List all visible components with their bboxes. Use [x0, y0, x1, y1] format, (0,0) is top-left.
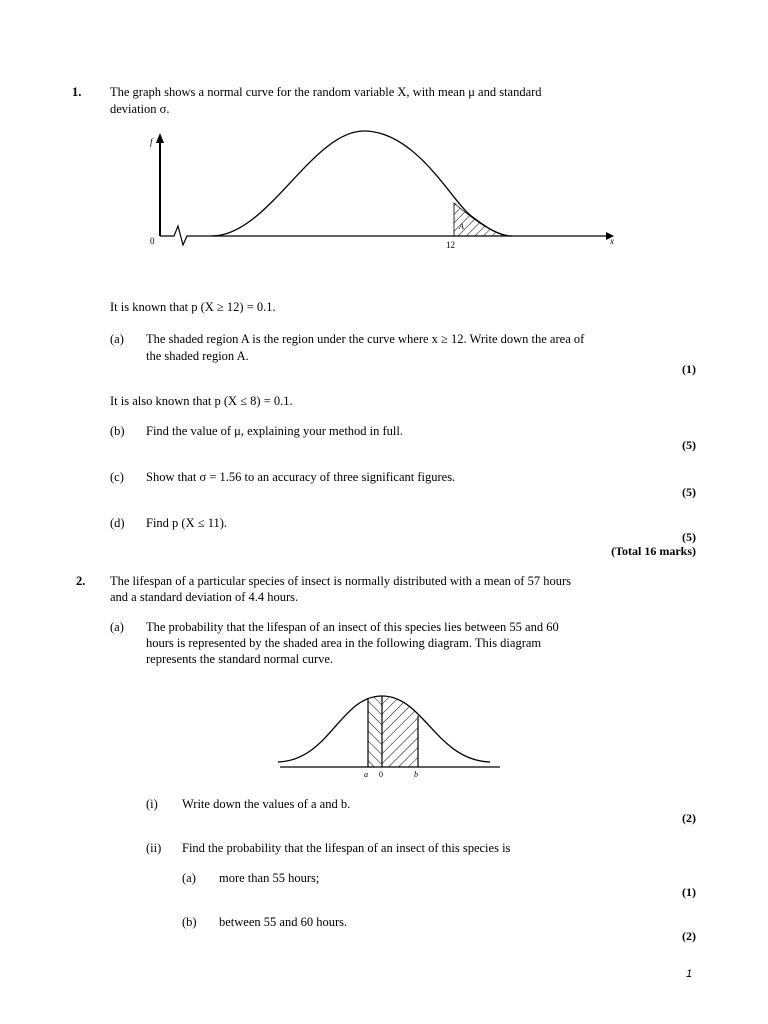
q2-part-ii-a-text: more than 55 hours; [219, 871, 320, 885]
q1-part-a-label: (a) [110, 332, 124, 346]
question-2-intro-line-2: and a standard deviation of 4.4 hours. [110, 590, 299, 604]
shaded-area-a-to-zero [368, 697, 382, 767]
label-zero: 0 [379, 770, 383, 779]
q1-part-b-marks: (5) [682, 438, 696, 452]
q1-part-a-line-1: The shaded region A is the region under the curve where x ≥ 12. Write down the area of [146, 332, 585, 346]
question-1-intro-line-1: The graph shows a normal curve for the random variable X, with mean μ and standard [110, 85, 542, 99]
q2-part-i-label: (i) [146, 797, 158, 811]
question-1-intro-line-2: deviation σ. [110, 102, 170, 116]
q1-part-b-text: Find the value of μ, explaining your method in full. [146, 424, 404, 438]
origin-label: 0 [150, 236, 155, 246]
question-1-number: 1. [72, 85, 82, 99]
question-2-number: 2. [76, 574, 86, 588]
q2-part-ii-b-label: (b) [182, 915, 197, 929]
q1-part-a-line-2: the shaded region A. [146, 349, 249, 363]
q2-part-a-line-2: hours is represented by the shaded area in the following diagram. This diagram [146, 636, 542, 650]
y-axis-label: f [150, 137, 153, 147]
x-mark-label: 12 [446, 240, 455, 250]
q1-part-d-marks: (5) [682, 530, 696, 544]
x-axis-break [160, 226, 610, 245]
q2-part-i-marks: (2) [682, 811, 696, 825]
shaded-area-zero-to-b [382, 697, 418, 767]
standard-normal-curve-graph [0, 680, 768, 790]
q2-part-a-line-3: represents the standard normal curve. [146, 652, 334, 666]
q1-known-2: It is also known that p (X ≤ 8) = 0.1. [110, 394, 293, 408]
q1-part-d-text: Find p (X ≤ 11). [146, 516, 228, 530]
q1-known-1: It is known that p (X ≥ 12) = 0.1. [110, 300, 276, 314]
q1-part-c-label: (c) [110, 470, 124, 484]
q1-part-a-marks: (1) [682, 362, 696, 376]
q2-part-i-text: Write down the values of a and b. [182, 797, 351, 811]
q1-part-c-text: Show that σ = 1.56 to an accuracy of three significant figures. [146, 470, 456, 484]
q2-part-a-line-1: The probability that the lifespan of an insect of this species lies between 55 and 60 [146, 620, 559, 634]
normal-curve-graph-1 [0, 125, 768, 295]
q2-part-ii-b-text: between 55 and 60 hours. [219, 915, 348, 929]
q1-total-marks: (Total 16 marks) [611, 544, 696, 558]
label-b: b [414, 770, 418, 779]
q2-part-ii-a-label: (a) [182, 871, 196, 885]
q2-part-a-label: (a) [110, 620, 124, 634]
q2-part-ii-a-marks: (1) [682, 885, 696, 899]
page-number: 1 [686, 968, 693, 980]
region-label: A [459, 222, 464, 231]
q2-part-ii-text: Find the probability that the lifespan of an insect of this species is [182, 841, 511, 855]
y-axis-arrow-icon [156, 133, 164, 143]
q1-part-c-marks: (5) [682, 485, 696, 499]
q1-part-d-label: (d) [110, 516, 125, 530]
q1-part-b-label: (b) [110, 424, 125, 438]
q2-part-ii-b-marks: (2) [682, 929, 696, 943]
label-a: a [364, 770, 368, 779]
q2-part-ii-label: (ii) [146, 841, 162, 855]
question-2-intro-line-1: The lifespan of a particular species of insect is normally distributed with a mean of 57 hours [110, 574, 571, 588]
shaded-region-a [454, 203, 508, 236]
x-axis-label: x [610, 236, 614, 246]
